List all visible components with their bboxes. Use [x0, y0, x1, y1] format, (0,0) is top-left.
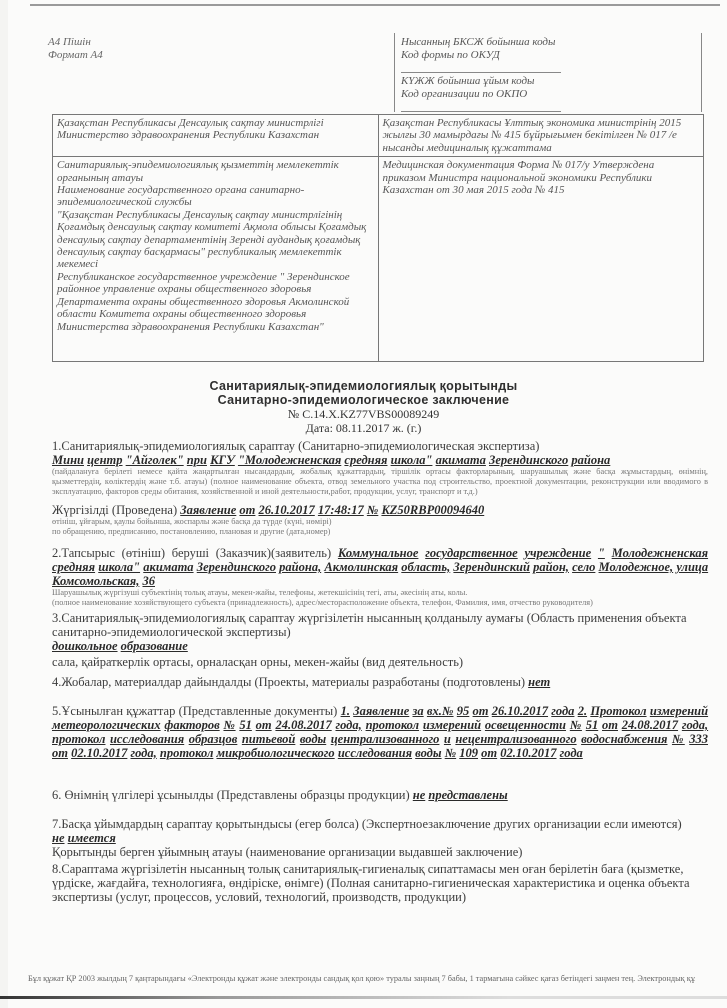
okud-code-kz: Нысанның БКСЖ бойынша коды [401, 36, 556, 48]
section-5 [52, 704, 708, 760]
value-word: Зерендинского [196, 560, 276, 574]
conducted-value [180, 503, 484, 517]
value-word: протокол [365, 718, 420, 732]
value-word: область, [401, 560, 451, 574]
value-word: протокол [159, 746, 214, 760]
value-word: 02.10.2017 [500, 746, 557, 760]
section-4-value: нет [528, 675, 551, 689]
section-1-value [52, 453, 708, 467]
value-word: питьевой [241, 732, 296, 746]
section-1 [52, 439, 708, 497]
value-word: образование [120, 639, 188, 653]
form-format-kz: А4 Пішін [48, 36, 91, 48]
section-2-label: 2.Тапсырыс (өтініш) беруші (Заказчик)(заявитель) [52, 546, 332, 560]
value-word: 333 [689, 732, 708, 746]
agency-cell [53, 157, 379, 362]
order-ru-cell [378, 157, 704, 362]
value-word: представлены [428, 788, 508, 802]
value-word: акимата [435, 453, 486, 467]
order-kz-cell [378, 115, 704, 157]
value-word: 24.08.2017 [275, 718, 332, 732]
value-word: централизованного [330, 732, 440, 746]
section-8-label: 8.Сараптама жүргізілетін нысанның толық санитариялық-гигиеналық сипаттамасы мен оған берілетін баға (қызметке, үрдіске, жағдайға, технологияға, өндіріске, өнімге) (Полная санитарно-гигиеническая характеристика и оценка объекта экспертизы (услуг, процессов, условий, технологий, производств, продукции) [52, 862, 690, 904]
value-word: нецентрализованного [455, 732, 577, 746]
value-word: от [52, 746, 68, 760]
value-word: освещенности [484, 718, 567, 732]
value-word: улица [676, 560, 709, 574]
scan-edge-bottom [0, 996, 727, 999]
value-word: 1. [340, 704, 350, 718]
value-word: не [412, 788, 426, 802]
section-6-label: 6. Өнімнің үлгілері ұсынылды (Представлены образцы продукции) [52, 788, 410, 802]
value-word: водоснабжения [581, 732, 668, 746]
value-word: Заявление [353, 704, 410, 718]
value-word: района [571, 453, 611, 467]
value-word: 109 [459, 746, 479, 760]
value-word: при [186, 453, 207, 467]
okud-code-ru: Код формы по ОКУД [401, 49, 500, 61]
value-word: Комсомольская, [52, 574, 140, 588]
okpo-code-kz: КҮЖЖ бойынша ұйым коды [401, 75, 535, 87]
value-word: протокол [52, 732, 106, 746]
section-7 [52, 817, 708, 859]
section-2 [52, 546, 708, 608]
value-word: метеорологических [52, 718, 161, 732]
value-word: воды [415, 746, 442, 760]
value-word: КГУ [210, 453, 235, 467]
value-word: воды [299, 732, 327, 746]
value-word: Молодежное, [598, 560, 674, 574]
value-word: 95 [456, 704, 470, 718]
form-code-box [394, 33, 702, 112]
value-word: " [597, 546, 605, 560]
value-word: 51 [585, 718, 599, 732]
order-ru: Медицинская документация Форма № 017/у Утверждена приказом Министра национальной экономики Республики Казахстан от 30 мая 2015 года № 415 [382, 159, 655, 197]
value-word: имеется [67, 831, 116, 845]
value-word: № [444, 746, 457, 760]
value-word: школа" [390, 453, 433, 467]
section-8 [52, 862, 708, 904]
value-word: школа" [98, 560, 141, 574]
value-word: 02.10.2017 [71, 746, 128, 760]
okud-code-line [401, 62, 561, 73]
agency-label-kz: Санитариялық-эпидемиологиялық қызметтің мемлекеттік органының атауы [57, 159, 339, 184]
agency-name-ru: Республиканское государственное учреждение " Зерендинское районное управление охраны общественного здоровья Департамента охраны общественного здоровья Акмолинской области Комитета охраны общественного здоровья Министерства здравоохранения Республики Казахстан" [57, 270, 350, 333]
value-word: года, [130, 746, 157, 760]
value-word: года [559, 746, 583, 760]
value-word: за [412, 704, 424, 718]
value-word: от [602, 718, 618, 732]
title-ru: Санитарно-эпидемиологическое заключение [217, 393, 510, 407]
section-7-note: Қорытынды берген ұйымның атауы (наименование организации выдавшей заключение) [52, 845, 523, 859]
value-word: от [472, 704, 489, 718]
title-kz: Санитариялық-эпидемиологиялық қорытынды [209, 379, 518, 393]
value-word: Мини [52, 453, 84, 467]
ministry-cell [53, 115, 379, 157]
value-word: район, [533, 560, 569, 574]
value-word: не [52, 831, 65, 845]
value-word: 26.10.2017 [491, 704, 549, 718]
value-word: 51 [239, 718, 252, 732]
value-word: образцов [188, 732, 238, 746]
section-3-label: 3.Санитариялық-эпидемиологиялық сараптау жүргізілетін нысанның қолданылу аумағы (Область применения объекта санитарно-эпидемиологической экспертизы) [52, 611, 687, 639]
value-word: средняя [344, 453, 388, 467]
value-word: дошкольное [52, 639, 118, 653]
conducted-label: Жүргізілді (Проведена) [52, 503, 178, 517]
okpo-code-ru: Код организации по ОКПО [401, 88, 528, 100]
value-word: года, [681, 718, 709, 732]
footer-legal-note: Бұл құжат ҚР 2003 жылдың 7 қаңтарындағы «Электронды құжат және электронды сандық қол қою» туралы заңның 7 бабы, 1 тармағына сәйкес қағаз бетіндегі заңмен тең. Электрондық құ [28, 974, 695, 983]
value-word: от [239, 503, 256, 517]
header-table [52, 114, 704, 362]
value-word: "Айголек" [125, 453, 184, 467]
value-word: село [572, 560, 596, 574]
conclusion-date: Дата: 08.11.2017 ж. (г.) [305, 421, 422, 435]
value-word: акимата [143, 560, 194, 574]
value-word: средняя [52, 560, 96, 574]
value-word: микробиологического [216, 746, 335, 760]
value-word: "Молодежненская [237, 453, 342, 467]
section-3-value [52, 639, 708, 653]
value-word: учреждение [524, 546, 592, 560]
value-word: измерений [649, 704, 709, 718]
ministry-kz: Қазақстан Республикасы Денсаулық сақтау министрлігі [57, 117, 324, 129]
section-1-label: 1.Санитариялық-эпидемиологиялық сараптау (Санитарно-эпидемиологическая экспертиза) [52, 439, 540, 453]
section-7-label: 7.Басқа ұйымдардың сараптау қорытындысы (егер болса) (Экспертноезаключение других организации если имеются) [52, 817, 682, 831]
section-6-value [413, 788, 508, 802]
value-word: исследования [337, 746, 413, 760]
conducted-note-ru: по обращению, предписанию, постановлению, плановая и другие (дата,номер) [52, 527, 331, 536]
section-2-note-kz: Шаруашылық жүргізуші субъектінің толық атауы, мекен-жайы, телефоны, жетекшісінің тегі, аты, әкесінің аты, колы. [52, 588, 468, 597]
value-word: факторов [164, 718, 220, 732]
value-word: района, [279, 560, 322, 574]
value-word: Зерендинского [489, 453, 569, 467]
form-format-ru: Формат А4 [48, 49, 103, 61]
value-word: государственное [425, 546, 518, 560]
value-word: Акмолинская [324, 560, 399, 574]
agency-name-kz: "Қазақстан Республикасы Денсаулық сақтау министрлігінің Қоғамдық денсаулық сақтау комитеті Ақмола облысы Қоғамдық денсаулық сақтау департаментінің Зеренді аудандық қоғамдық денсаулық сақтау басқармасы" республикалық мемлекеттік мекемесі [57, 208, 367, 271]
value-word: от [255, 718, 272, 732]
order-kz: Қазақстан Республикасы Ұлттық экономика министрінің 2015 жылғы 30 мамырдағы № 415 бұйрығымен бекітілген № 017 /е нысанды медициналық құжаттама [382, 117, 682, 154]
section-4 [52, 675, 708, 689]
value-word: № [569, 718, 582, 732]
value-word: от [481, 746, 498, 760]
section-4-label: 4.Жобалар, материалдар дайындалды (Проекты, материалы разработаны (подготовлены) [52, 675, 526, 689]
value-word: 17:48:17 [317, 503, 364, 517]
conducted-note-kz: өтініш, ұйғарым, қаулы бойынша, жоспарлы және басқа да түрде (күні, нөмірі) [52, 517, 332, 526]
ministry-ru: Министерство здравоохранения Республики Казахстан [57, 129, 320, 142]
section-1-note: (пайдалануға берілеті немесе қайта жаңартылған нысандардың, жобалық құжаттардың, тіршілік ортасы факторларының, шаруашылық және басқа жұмыстардың, өнімнің, қызметтердің, көліктердің және т.б. атауы) (полное наименование объекта, отвод земельного участка под строительство, проектной документации, реконструкции или вводимого в эксплуатацию, факторов среды обитания, хозяйственной и иной деятельности,работ, продукции, услуг, транспорт и т.д.) [52, 467, 708, 496]
value-word: 36 [142, 574, 155, 588]
form-format [48, 36, 103, 62]
section-5-label: 5.Ұсынылған құжаттар (Представленные документы) [52, 704, 338, 718]
value-word: Зерендинский [453, 560, 530, 574]
okpo-code-line [401, 101, 561, 112]
section-3-note: сала, қайраткерлік ортасы, орналасқан орны, мекен-жайы (вид деятельность) [52, 655, 464, 669]
value-word: 24.08.2017 [621, 718, 679, 732]
value-word: года [551, 704, 575, 718]
value-word: измерений [422, 718, 482, 732]
value-word: центр [87, 453, 123, 467]
section-6 [52, 788, 708, 802]
value-word: исследования [109, 732, 185, 746]
value-word: вх.№ [426, 704, 454, 718]
value-word: KZ50RBP00094640 [381, 503, 485, 517]
value-word: Протокол [590, 704, 647, 718]
value-word: № [366, 503, 379, 517]
section-3 [52, 611, 708, 669]
value-word: и [443, 732, 451, 746]
conclusion-number: № C.14.X.KZ77VBS00089249 [287, 407, 440, 421]
section-7-value [52, 831, 708, 845]
value-word: года, [335, 718, 362, 732]
value-word: Молодежненская [611, 546, 709, 560]
value-word: 2. [577, 704, 588, 718]
section-2-note-ru: (полное наименование хозяйствующего субъекта (принадлежность), адрес/месторасположение объекта, телефон, Фамилия, имя, отчество руководителя) [52, 598, 593, 607]
value-word: Коммунальное [337, 546, 419, 560]
scan-edge-top [30, 4, 720, 6]
value-word: № [223, 718, 236, 732]
value-word: Заявление [180, 503, 237, 517]
agency-label-ru: Наименование государственного органа санитарно-эпидемиологической службы [57, 184, 305, 209]
value-word: 26.10.2017 [258, 503, 315, 517]
value-word: № [671, 732, 685, 746]
conducted-section [52, 503, 708, 537]
